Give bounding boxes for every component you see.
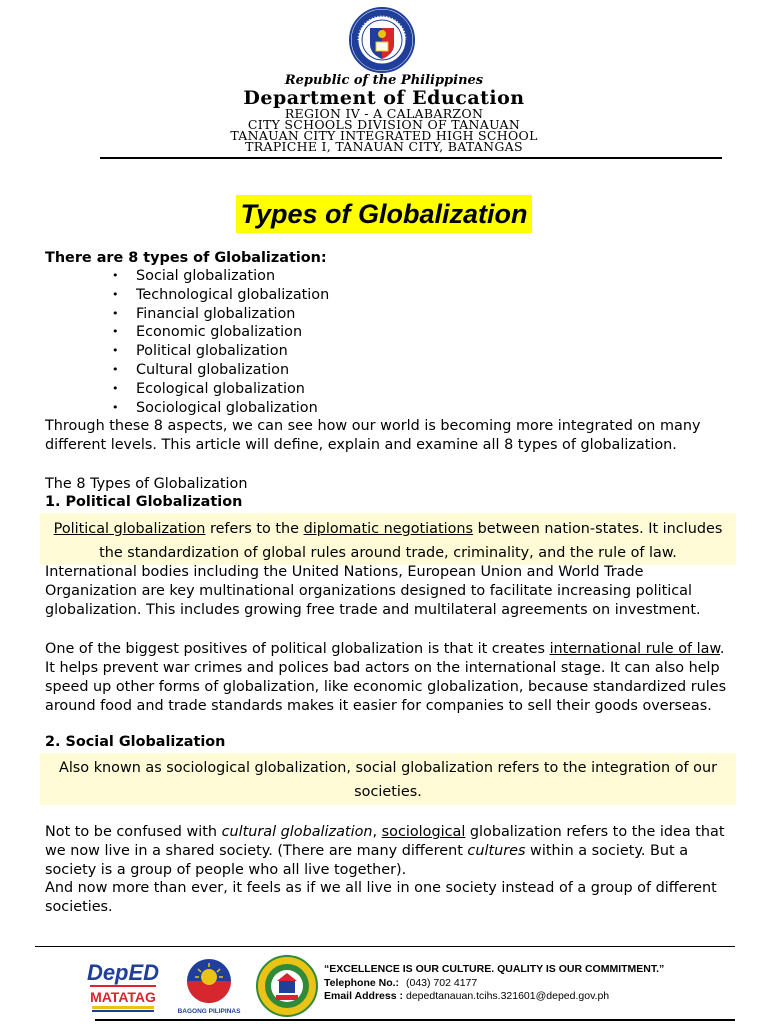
callout-text: between nation-states. It includes the standardization of global rules around trade, criminality, and the rule of law. (99, 521, 723, 561)
region-line: REGION IV - A CALABARZON (284, 106, 484, 121)
paragraph-text: One of the biggest positives of political globalization is that it creates (45, 641, 550, 657)
republic-line: Republic of the Philippines (284, 73, 484, 88)
callout-text: refers to the (205, 521, 304, 537)
political-definition-callout (40, 513, 736, 565)
international-rule-of-law-link[interactable]: international rule of law (549, 641, 720, 657)
document-title: Types of Globalization (236, 195, 531, 233)
paragraph-text: , (372, 824, 382, 840)
email-row (324, 990, 609, 1002)
school-line: TANAUAN CITY INTEGRATED HIGH SCHOOL (230, 128, 538, 143)
bagong-pilipinas-text: BAGONG PILIPINAS (177, 1008, 241, 1015)
list-item: • Sociological globalization (110, 399, 329, 418)
deped-logo-text: DepED (86, 960, 160, 985)
footer-divider (35, 946, 735, 947)
bagong-pilipinas-logo-icon (174, 955, 244, 1017)
social-globalization-heading: 2. Social Globalization (45, 734, 226, 750)
telephone-row (324, 977, 477, 989)
list-item: • Economic globalization (110, 323, 329, 342)
email-value[interactable]: depedtanauan.tcihs.321601@deped.gov.ph (406, 990, 610, 1002)
header-divider (100, 157, 722, 159)
paragraph-text: within a society. But a society is a group of people who all live together). (45, 843, 689, 878)
paragraph-text: Not to be confused with (45, 824, 222, 840)
social-definition-callout: Also known as sociological globalization, social globalization refers to the integration of our societies. (40, 753, 736, 805)
social-paragraph-1 (45, 823, 735, 880)
diplomatic-negotiations-link[interactable]: diplomatic negotiations (303, 521, 474, 537)
list-item: • Political globalization (110, 342, 329, 361)
list-item: • Technological globalization (110, 286, 329, 305)
intro-heading: There are 8 types of Globalization: (45, 250, 327, 266)
political-paragraph-1: International bodies including the United Nations, European Union and World Trade Organization are key multinational organizations designed to facilitate increasing political globalization. This includes growing free trade and multilateral agreements on investment. (45, 564, 701, 618)
title-container (0, 195, 768, 233)
paragraph-emphasis: cultures (467, 843, 526, 859)
list-item: • Financial globalization (110, 305, 329, 324)
telephone-value: (043) 702 4177 (406, 977, 478, 989)
deped-seal-icon (342, 6, 422, 74)
social-paragraph-2: And now more than ever, it feels as if we all live in one society instead of a group of different societies. (45, 880, 717, 915)
sociological-link[interactable]: sociological (381, 824, 466, 840)
political-globalization-heading: 1. Political Globalization (45, 494, 243, 510)
paragraph-emphasis: cultural globalization (221, 824, 373, 840)
department-name: Department of Education (243, 87, 525, 109)
school-seal-icon (256, 955, 318, 1017)
paragraph-text: . It helps prevent war crimes and polices bad actors on the international stage. It can also help speed up other forms of globalization, like economic globalization, because standardized rules around food and trade standards makes it easier for companies to sell their goods overseas. (45, 641, 727, 714)
email-label: Email Address : (324, 990, 403, 1002)
political-globalization-link[interactable]: Political globalization (53, 521, 206, 537)
list-item: • Cultural globalization (110, 361, 329, 380)
division-line: CITY SCHOOLS DIVISION OF TANAUAN (247, 117, 521, 132)
telephone-label: Telephone No.: (324, 977, 400, 989)
footer-bottom-divider (95, 1019, 735, 1021)
intro-paragraph: Through these 8 aspects, we can see how our world is becoming more integrated on many different levels. This article will define, explain and examine all 8 types of globalization. (45, 418, 701, 453)
section-heading: The 8 Types of Globalization (45, 476, 248, 492)
paragraph-text: globalization refers to the idea that we now live in a shared society. (There are many different (45, 824, 725, 859)
school-motto: “EXCELLENCE IS OUR CULTURE. QUALITY IS OUR COMMITMENT.” (324, 963, 665, 975)
list-item: • Social globalization (110, 267, 329, 286)
address-line: TRAPICHE I, TANAUAN CITY, BATANGAS (245, 139, 523, 154)
matatag-logo-text: MATATAG (90, 989, 156, 1005)
deped-matatag-logo-icon (82, 956, 164, 1014)
types-list (110, 267, 329, 417)
political-paragraph-2 (45, 640, 735, 716)
list-item: • Ecological globalization (110, 380, 329, 399)
